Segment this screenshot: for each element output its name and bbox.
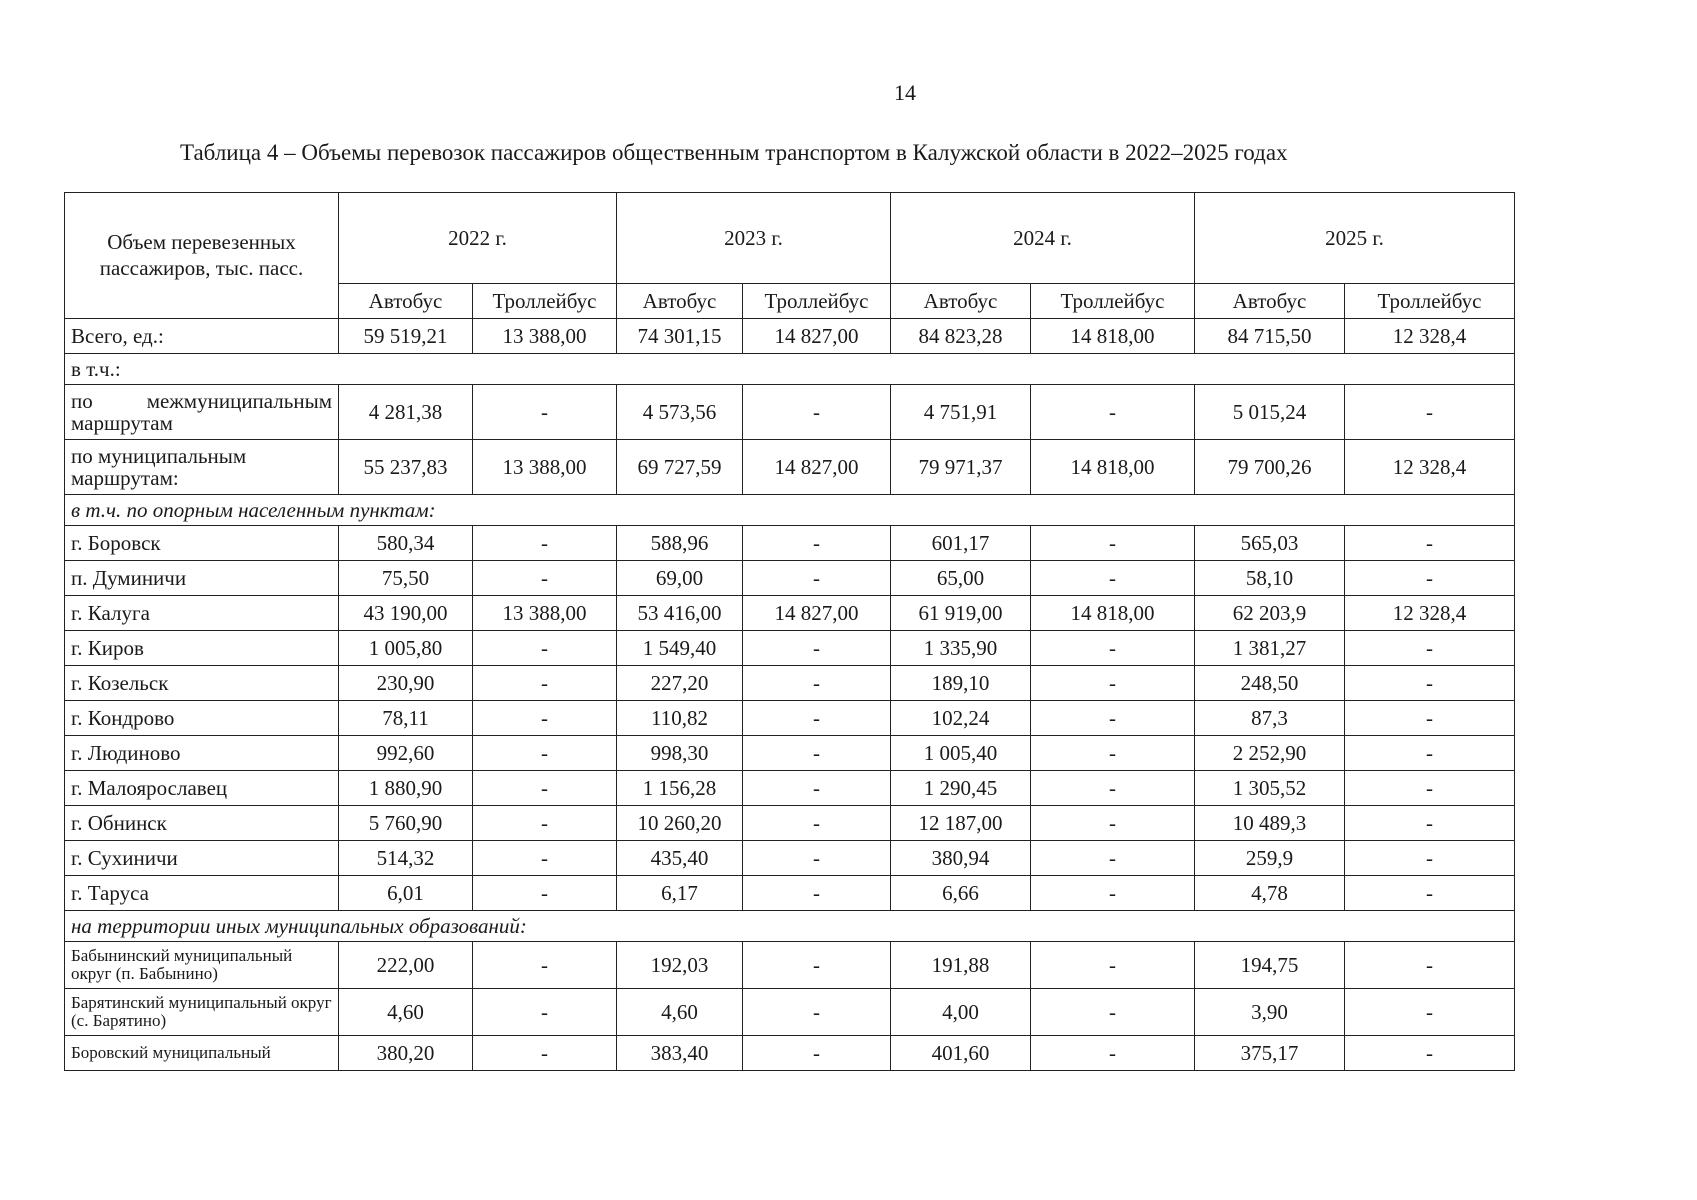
- row-label: Всего, ед.:: [65, 319, 339, 354]
- table-row: [65, 666, 1515, 701]
- trolleybus-value-cell: -: [1345, 771, 1515, 806]
- bus-value-cell: 61 919,00: [891, 596, 1031, 631]
- bus-value-cell: 383,40: [617, 1036, 743, 1071]
- row-label: Бабынинский муниципальный округ (п. Бабынино): [65, 942, 339, 989]
- trolleybus-value-cell: -: [1345, 806, 1515, 841]
- table-row: [65, 771, 1515, 806]
- trolleybus-value-cell: -: [1031, 701, 1195, 736]
- bus-value-cell: 79 700,26: [1195, 440, 1345, 495]
- table-row: [65, 841, 1515, 876]
- trolleybus-value-cell: -: [1345, 736, 1515, 771]
- trolleybus-value-cell: -: [1345, 942, 1515, 989]
- bus-value-cell: 191,88: [891, 942, 1031, 989]
- trolleybus-value-cell: -: [473, 701, 617, 736]
- header-row-years: [65, 193, 1515, 284]
- bus-value-cell: 6,01: [339, 876, 473, 911]
- trolleybus-value-cell: 13 388,00: [473, 440, 617, 495]
- row-label: г. Сухиничи: [65, 841, 339, 876]
- trolleybus-value-cell: -: [473, 942, 617, 989]
- table-row: [65, 561, 1515, 596]
- table-row: [65, 806, 1515, 841]
- bus-value-cell: 601,17: [891, 526, 1031, 561]
- bus-value-cell: 84 715,50: [1195, 319, 1345, 354]
- section-row: [65, 911, 1515, 942]
- trolleybus-value-cell: -: [743, 771, 891, 806]
- bus-value-cell: 565,03: [1195, 526, 1345, 561]
- bus-value-cell: 5 760,90: [339, 806, 473, 841]
- trolleybus-value-cell: -: [743, 876, 891, 911]
- bus-value-cell: 12 187,00: [891, 806, 1031, 841]
- trolleybus-value-cell: -: [473, 561, 617, 596]
- bus-value-cell: 514,32: [339, 841, 473, 876]
- trolleybus-value-cell: -: [473, 526, 617, 561]
- bus-value-cell: 1 880,90: [339, 771, 473, 806]
- trolleybus-value-cell: -: [1031, 736, 1195, 771]
- bus-value-cell: 6,17: [617, 876, 743, 911]
- bus-value-cell: 4,78: [1195, 876, 1345, 911]
- trolleybus-value-cell: -: [1031, 771, 1195, 806]
- trolleybus-value-cell: -: [743, 736, 891, 771]
- bus-value-cell: 189,10: [891, 666, 1031, 701]
- year-header: 2022 г.: [339, 193, 617, 284]
- bus-value-cell: 380,20: [339, 1036, 473, 1071]
- bus-value-cell: 435,40: [617, 841, 743, 876]
- section-row: [65, 495, 1515, 526]
- bus-value-cell: 87,3: [1195, 701, 1345, 736]
- trolleybus-value-cell: -: [743, 526, 891, 561]
- trolleybus-value-cell: -: [743, 1036, 891, 1071]
- row-label: по межмуниципальным маршрутам: [65, 385, 339, 440]
- table-row: [65, 942, 1515, 989]
- bus-value-cell: 1 305,52: [1195, 771, 1345, 806]
- bus-value-cell: 10 489,3: [1195, 806, 1345, 841]
- bus-value-cell: 1 290,45: [891, 771, 1031, 806]
- bus-value-cell: 69 727,59: [617, 440, 743, 495]
- bus-value-cell: 78,11: [339, 701, 473, 736]
- row-label: по муниципальным маршрутам:: [65, 440, 339, 495]
- trolleybus-value-cell: -: [1031, 1036, 1195, 1071]
- row-label: г. Малоярославец: [65, 771, 339, 806]
- bus-value-cell: 59 519,21: [339, 319, 473, 354]
- bus-value-cell: 4 281,38: [339, 385, 473, 440]
- trolleybus-value-cell: -: [1031, 666, 1195, 701]
- trolleybus-header: Троллейбус: [1031, 284, 1195, 319]
- bus-value-cell: 65,00: [891, 561, 1031, 596]
- bus-value-cell: 4 751,91: [891, 385, 1031, 440]
- trolleybus-value-cell: -: [1345, 701, 1515, 736]
- bus-value-cell: 1 549,40: [617, 631, 743, 666]
- year-header: 2024 г.: [891, 193, 1195, 284]
- trolleybus-header: Троллейбус: [1345, 284, 1515, 319]
- trolleybus-value-cell: -: [1031, 841, 1195, 876]
- page-number: 14: [894, 80, 916, 105]
- trolleybus-value-cell: -: [1031, 385, 1195, 440]
- bus-value-cell: 84 823,28: [891, 319, 1031, 354]
- trolleybus-value-cell: -: [1345, 1036, 1515, 1071]
- row-label: г. Боровск: [65, 526, 339, 561]
- trolleybus-value-cell: 14 827,00: [743, 596, 891, 631]
- trolleybus-value-cell: -: [473, 736, 617, 771]
- trolleybus-value-cell: -: [1345, 561, 1515, 596]
- table-row: [65, 736, 1515, 771]
- row-label: г. Кондрово: [65, 701, 339, 736]
- bus-header: Автобус: [891, 284, 1031, 319]
- table-row: [65, 526, 1515, 561]
- bus-value-cell: 4,00: [891, 989, 1031, 1036]
- bus-value-cell: 580,34: [339, 526, 473, 561]
- trolleybus-value-cell: -: [1031, 526, 1195, 561]
- bus-value-cell: 259,9: [1195, 841, 1345, 876]
- section-row: [65, 354, 1515, 385]
- bus-value-cell: 6,66: [891, 876, 1031, 911]
- bus-value-cell: 1 005,40: [891, 736, 1031, 771]
- table-title: Таблица 4 – Объемы перевозок пассажиров общественным транспортом в Калужской области в 2022–2025 годах: [180, 140, 1288, 165]
- trolleybus-value-cell: -: [743, 841, 891, 876]
- row-label: г. Киров: [65, 631, 339, 666]
- trolleybus-value-cell: -: [1345, 385, 1515, 440]
- year-header: 2025 г.: [1195, 193, 1515, 284]
- bus-value-cell: 192,03: [617, 942, 743, 989]
- trolleybus-value-cell: -: [473, 771, 617, 806]
- table-row: [65, 596, 1515, 631]
- bus-value-cell: 248,50: [1195, 666, 1345, 701]
- bus-value-cell: 375,17: [1195, 1036, 1345, 1071]
- trolleybus-value-cell: -: [473, 666, 617, 701]
- section-label: на территории иных муниципальных образований:: [65, 911, 1515, 942]
- trolleybus-value-cell: -: [1345, 989, 1515, 1036]
- bus-value-cell: 5 015,24: [1195, 385, 1345, 440]
- trolleybus-value-cell: 12 328,4: [1345, 596, 1515, 631]
- trolleybus-value-cell: 14 827,00: [743, 319, 891, 354]
- trolleybus-value-cell: -: [1031, 806, 1195, 841]
- trolleybus-value-cell: -: [743, 989, 891, 1036]
- trolleybus-value-cell: -: [743, 631, 891, 666]
- year-header: 2023 г.: [617, 193, 891, 284]
- trolleybus-value-cell: -: [1345, 526, 1515, 561]
- bus-value-cell: 992,60: [339, 736, 473, 771]
- section-label: в т.ч. по опорным населенным пунктам:: [65, 495, 1515, 526]
- trolleybus-value-cell: 13 388,00: [473, 319, 617, 354]
- bus-value-cell: 1 381,27: [1195, 631, 1345, 666]
- trolleybus-value-cell: -: [473, 631, 617, 666]
- row-label: г. Обнинск: [65, 806, 339, 841]
- trolleybus-value-cell: -: [1345, 631, 1515, 666]
- bus-header: Автобус: [617, 284, 743, 319]
- bus-value-cell: 1 335,90: [891, 631, 1031, 666]
- trolleybus-value-cell: 13 388,00: [473, 596, 617, 631]
- trolleybus-value-cell: -: [473, 876, 617, 911]
- bus-value-cell: 3,90: [1195, 989, 1345, 1036]
- trolleybus-value-cell: -: [743, 806, 891, 841]
- row-label: Барятинский муниципальный округ (с. Барятино): [65, 989, 339, 1036]
- bus-value-cell: 69,00: [617, 561, 743, 596]
- bus-header: Автобус: [339, 284, 473, 319]
- bus-value-cell: 43 190,00: [339, 596, 473, 631]
- trolleybus-value-cell: -: [473, 841, 617, 876]
- bus-value-cell: 58,10: [1195, 561, 1345, 596]
- trolleybus-value-cell: -: [1031, 989, 1195, 1036]
- bus-value-cell: 230,90: [339, 666, 473, 701]
- trolleybus-value-cell: -: [473, 385, 617, 440]
- bus-value-cell: 588,96: [617, 526, 743, 561]
- trolleybus-value-cell: 12 328,4: [1345, 440, 1515, 495]
- trolleybus-value-cell: -: [743, 385, 891, 440]
- trolleybus-value-cell: -: [1345, 876, 1515, 911]
- bus-value-cell: 102,24: [891, 701, 1031, 736]
- bus-header: Автобус: [1195, 284, 1345, 319]
- bus-value-cell: 10 260,20: [617, 806, 743, 841]
- bus-value-cell: 55 237,83: [339, 440, 473, 495]
- trolleybus-value-cell: -: [1345, 666, 1515, 701]
- table-row: [65, 385, 1515, 440]
- table-row: [65, 440, 1515, 495]
- trolleybus-value-cell: -: [1031, 876, 1195, 911]
- trolleybus-value-cell: -: [743, 561, 891, 596]
- trolleybus-value-cell: 14 818,00: [1031, 596, 1195, 631]
- trolleybus-value-cell: 14 827,00: [743, 440, 891, 495]
- bus-value-cell: 53 416,00: [617, 596, 743, 631]
- table-row: [65, 989, 1515, 1036]
- trolleybus-value-cell: -: [473, 806, 617, 841]
- bus-value-cell: 222,00: [339, 942, 473, 989]
- bus-value-cell: 74 301,15: [617, 319, 743, 354]
- bus-value-cell: 1 156,28: [617, 771, 743, 806]
- trolleybus-value-cell: 14 818,00: [1031, 319, 1195, 354]
- trolleybus-value-cell: -: [743, 701, 891, 736]
- bus-value-cell: 401,60: [891, 1036, 1031, 1071]
- table-row: [65, 319, 1515, 354]
- table-row: [65, 631, 1515, 666]
- trolleybus-value-cell: -: [743, 942, 891, 989]
- table-row: [65, 701, 1515, 736]
- trolleybus-value-cell: -: [1345, 841, 1515, 876]
- bus-value-cell: 79 971,37: [891, 440, 1031, 495]
- row-header-cell: Объем перевезенных пассажиров, тыс. пасс.: [65, 193, 339, 319]
- trolleybus-value-cell: -: [1031, 942, 1195, 989]
- section-label: в т.ч.:: [65, 354, 1515, 385]
- bus-value-cell: 2 252,90: [1195, 736, 1345, 771]
- trolleybus-value-cell: 14 818,00: [1031, 440, 1195, 495]
- table-row: [65, 876, 1515, 911]
- row-label: Боровский муниципальный: [65, 1036, 339, 1071]
- passenger-volume-table: [64, 192, 1515, 1071]
- row-label: г. Таруса: [65, 876, 339, 911]
- row-label: г. Людиново: [65, 736, 339, 771]
- bus-value-cell: 380,94: [891, 841, 1031, 876]
- bus-value-cell: 227,20: [617, 666, 743, 701]
- trolleybus-value-cell: 12 328,4: [1345, 319, 1515, 354]
- trolleybus-value-cell: -: [1031, 561, 1195, 596]
- row-label: п. Думиничи: [65, 561, 339, 596]
- bus-value-cell: 4,60: [617, 989, 743, 1036]
- bus-value-cell: 110,82: [617, 701, 743, 736]
- bus-value-cell: 4,60: [339, 989, 473, 1036]
- bus-value-cell: 4 573,56: [617, 385, 743, 440]
- bus-value-cell: 62 203,9: [1195, 596, 1345, 631]
- bus-value-cell: 75,50: [339, 561, 473, 596]
- row-label: г. Калуга: [65, 596, 339, 631]
- bus-value-cell: 194,75: [1195, 942, 1345, 989]
- row-label: г. Козельск: [65, 666, 339, 701]
- trolleybus-header: Троллейбус: [743, 284, 891, 319]
- bus-value-cell: 998,30: [617, 736, 743, 771]
- trolleybus-value-cell: -: [1031, 631, 1195, 666]
- trolleybus-value-cell: -: [473, 1036, 617, 1071]
- trolleybus-header: Троллейбус: [473, 284, 617, 319]
- table-row: [65, 1036, 1515, 1071]
- trolleybus-value-cell: -: [473, 989, 617, 1036]
- trolleybus-value-cell: -: [743, 666, 891, 701]
- bus-value-cell: 1 005,80: [339, 631, 473, 666]
